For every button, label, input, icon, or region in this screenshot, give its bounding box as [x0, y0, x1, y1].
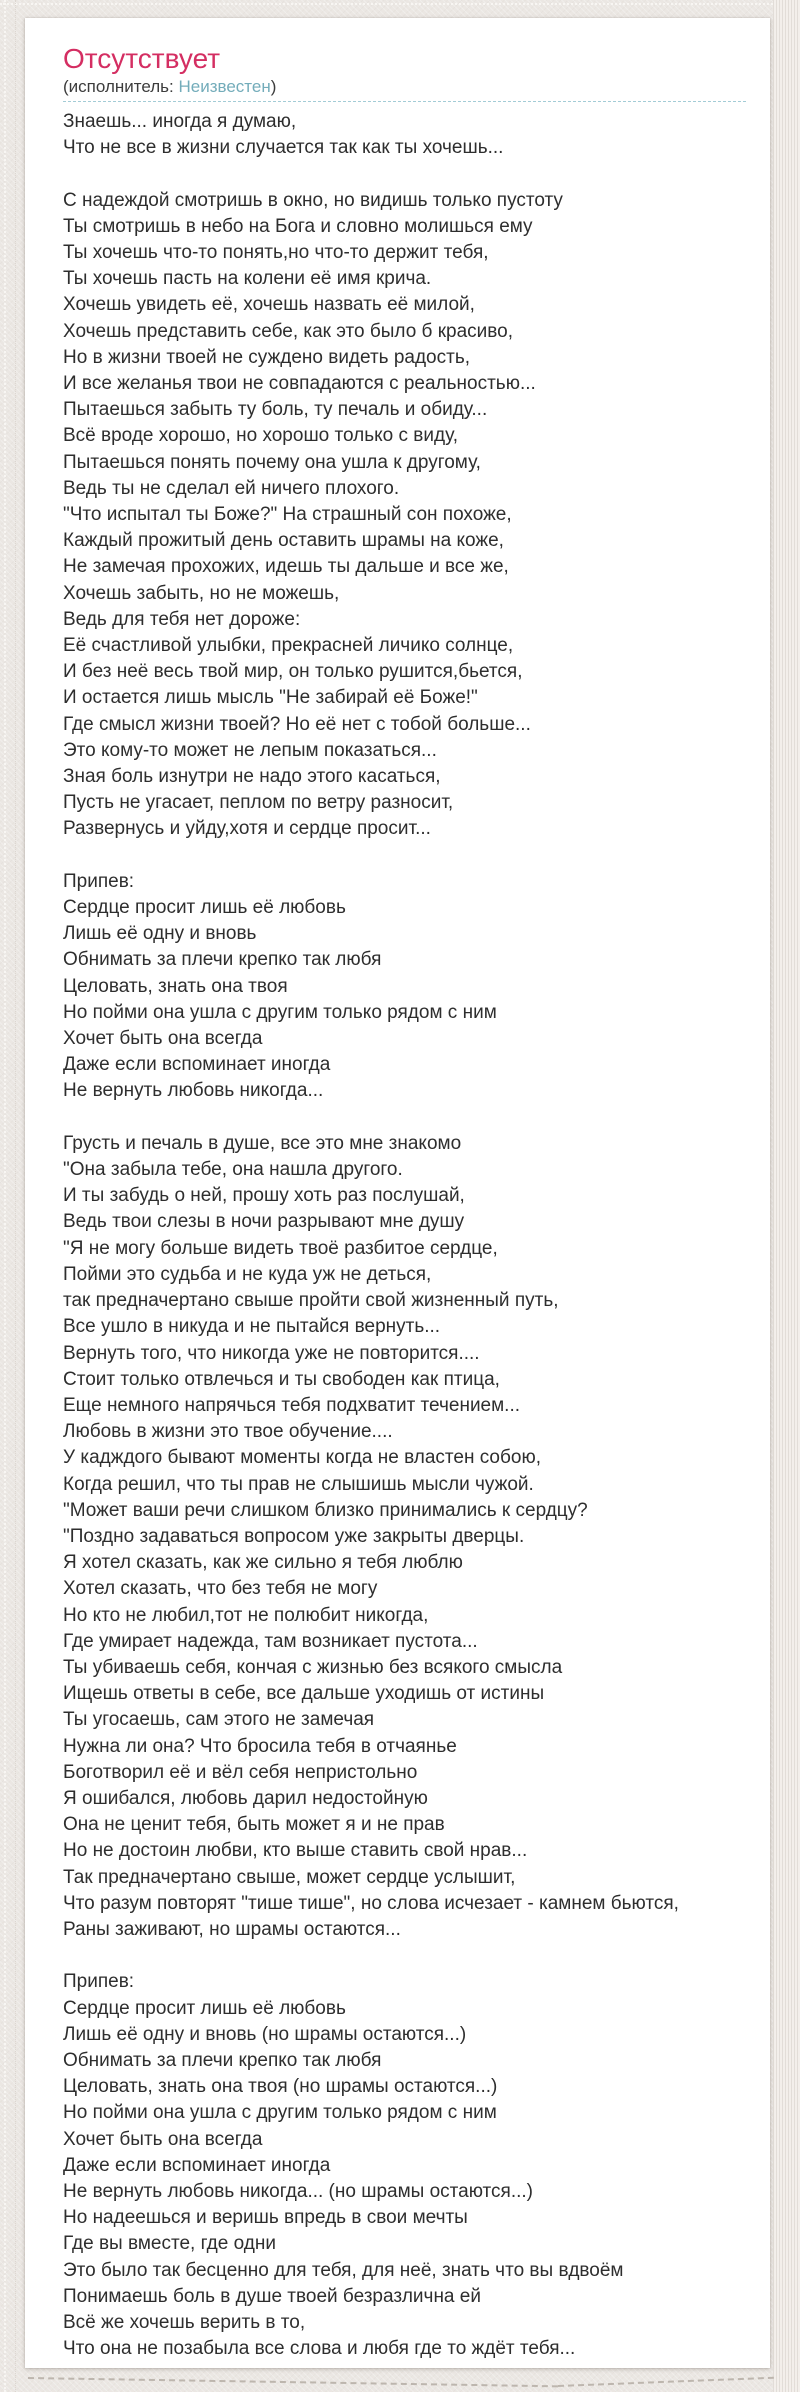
lyric-line: Сердце просит лишь её любовь	[63, 1997, 346, 2019]
artist-suffix: )	[270, 77, 277, 96]
lyric-line: Все ушло в никуда и не пытайся вернуть...	[63, 1316, 441, 1338]
lyric-line: Хотел сказать, что без тебя не могу	[63, 1578, 378, 1600]
lyric-line: Лишь её одну и вновь	[63, 923, 257, 945]
lyric-line: Хочешь увидеть её, хочешь назвать её милой,	[63, 294, 475, 316]
lyric-line: Даже если вспоминает иногда	[63, 2154, 331, 2176]
lyric-line: Всё вроде хорошо, но хорошо только с виду,	[63, 425, 458, 447]
lyric-line: "Что испытал ты Боже?" На страшный сон похоже,	[63, 504, 512, 526]
artist-line	[25, 76, 770, 98]
lyric-line: Припев:	[63, 870, 135, 892]
lyric-line: И ты забудь о ней, прошу хоть раз послушай,	[63, 1185, 465, 1207]
lyric-line: Хочет быть она всегда	[63, 1028, 263, 1050]
lyric-line: Стоит только отвлечься и ты свободен как птица,	[63, 1368, 500, 1390]
lyric-line: Но надеешься и веришь впредь в свои мечты	[63, 2207, 468, 2229]
lyric-line: Всё же хочешь верить в то,	[63, 2312, 306, 2333]
lyric-line: Боготворил её и вёл себя непристольно	[63, 1761, 418, 1783]
lyric-line: Целовать, знать она твоя	[63, 975, 288, 997]
lyric-line: Ты хочешь пасть на колени её имя крича.	[63, 268, 432, 290]
lyric-line: И без неё весь твой мир, он только рушится,бьется,	[63, 661, 523, 683]
left-stitch-decoration	[4, 0, 6, 2392]
lyric-line: Даже если вспоминает иногда	[63, 1054, 331, 1076]
stanza	[63, 1131, 742, 1943]
lyric-line: "Поздно задаваться вопросом уже закрыты дверцы.	[63, 1525, 525, 1547]
lyrics-text	[25, 102, 770, 2362]
lyric-line: Развернусь и уйду,хотя и сердце просит...	[63, 818, 431, 840]
right-paper-edge-decoration	[773, 0, 800, 2392]
lyric-line: И остается лишь мысль "Не забирай её Боже!"	[63, 687, 478, 709]
lyric-line: Где смысл жизни твоей? Но её нет с тобой больше...	[63, 713, 531, 735]
lyric-line: Целовать, знать она твоя (но шрамы остаются...)	[63, 2076, 498, 2098]
lyric-line: "Я не могу больше видеть твоё разбитое сердце,	[63, 1237, 498, 1259]
artist-link[interactable]: Неизвестен	[178, 77, 271, 96]
lyric-line: Еще немного напрячься тебя подхватит течением...	[63, 1394, 521, 1416]
lyric-line: Вернуть того, что никогда уже не повторится....	[63, 1342, 480, 1364]
lyric-line: так предначертано свыше пройти свой жизненный путь,	[63, 1290, 559, 1312]
lyric-line: Ты хочешь что-то понять,но что-то держит тебя,	[63, 242, 489, 263]
stanza	[63, 188, 742, 843]
lyric-line: Не замечая прохожих, идешь ты дальше и все же,	[63, 556, 509, 578]
lyric-line: Пусть не угасает, пеплом по ветру разносит,	[63, 792, 454, 814]
lyric-line: Пытаешься понять почему она ушла к другому,	[63, 451, 481, 473]
lyric-line: Нужна ли она? Что бросила тебя в отчаянье	[63, 1735, 457, 1757]
lyric-line: Лишь её одну и вновь (но шрамы остаются...)	[63, 2023, 467, 2045]
stanza	[63, 1969, 742, 2362]
lyric-line: "Может ваши речи слишком близко принимались к сердцу?	[63, 1499, 588, 1521]
lyric-line: Раны заживают, но шрамы остаются...	[63, 1918, 401, 1940]
lyric-line: Где умирает надежда, там возникает пустота...	[63, 1630, 478, 1652]
lyric-line: Ведь твои слезы в ночи разрывают мне душу	[63, 1211, 465, 1233]
artist-prefix: (исполнитель:	[63, 77, 179, 96]
lyric-line: Ты смотришь в небо на Бога и словно молишься ему	[63, 215, 533, 237]
lyric-line: Она не ценит тебя, быть может я и не прав	[63, 1814, 445, 1836]
lyric-line: Хочешь представить себе, как это было б красиво,	[63, 320, 514, 342]
lyric-line: Но кто не любил,тот не полюбит никогда,	[63, 1604, 429, 1626]
lyric-line: Ищешь ответы в себе, все дальше уходишь от истины	[63, 1683, 545, 1705]
lyric-line: Я ошибался, любовь дарил недостойную	[63, 1787, 428, 1809]
song-title: Отсутствует	[63, 43, 221, 74]
left-stitch-decoration-inner	[15, 0, 16, 2392]
lyric-line: И все желанья твои не совпадаются с реальностью...	[63, 373, 536, 395]
lyric-line: Но пойми она ушла с другим только рядом с ним	[63, 1001, 497, 1023]
lyric-line: Любовь в жизни это твое обучение....	[63, 1421, 393, 1443]
lyric-line: Сердце просит лишь её любовь	[63, 897, 346, 919]
bottom-curl-decoration-left	[28, 2377, 558, 2387]
lyric-line: Каждый прожитый день оставить шрамы на коже,	[63, 530, 504, 552]
lyric-line: Это было так бесценно для тебя, для неё, знать что вы вдвоём	[63, 2259, 624, 2281]
lyric-line: Когда решил, что ты прав не слышишь мысли чужой.	[63, 1473, 534, 1495]
lyric-line: С надеждой смотришь в окно, но видишь только пустоту	[63, 189, 563, 211]
lyric-line: Не вернуть любовь никогда... (но шрамы остаются...)	[63, 2180, 533, 2202]
lyric-line: Что она не позабыла все слова и любя где то ждёт тебя...	[63, 2338, 576, 2360]
lyric-line: Но пойми она ушла с другим только рядом с ним	[63, 2102, 497, 2124]
top-stitch-decoration	[0, 3, 800, 5]
lyrics-card	[25, 18, 770, 2368]
lyric-line: Так предначертано свыше, может сердце услышит,	[63, 1866, 516, 1888]
stanza	[63, 869, 742, 1105]
lyric-line: Где вы вместе, где одни	[63, 2233, 276, 2255]
lyric-line: Пойми это судьба и не куда уж не деться,	[63, 1263, 432, 1285]
lyric-line: У кадждого бывают моменты когда не властен собою,	[63, 1447, 541, 1469]
lyric-line: Хочет быть она всегда	[63, 2128, 263, 2150]
lyric-line: Ведь для тебя нет дороже:	[63, 608, 301, 630]
lyric-line: Не вернуть любовь никогда...	[63, 1080, 324, 1102]
lyric-line: Обнимать за плечи крепко так любя	[63, 949, 382, 971]
bottom-curl-decoration-right	[558, 2377, 774, 2387]
lyric-line: Что не все в жизни случается так как ты хочешь...	[63, 137, 504, 159]
stanza	[63, 109, 742, 161]
lyric-line: Зная боль изнутри не надо этого касаться,	[63, 766, 441, 788]
lyric-line: Ведь ты не сделал ей ничего плохого.	[63, 477, 400, 499]
lyric-line: Пытаешься забыть ту боль, ту печаль и обиду...	[63, 399, 488, 421]
lyric-line: "Она забыла тебе, она нашла другого.	[63, 1159, 403, 1181]
lyric-line: Знаешь... иногда я думаю,	[63, 111, 297, 132]
lyric-line: Грусть и печаль в душе, все это мне знакомо	[63, 1132, 462, 1154]
lyric-line: Ты убиваешь себя, кончая с жизнью без всякого смысла	[63, 1656, 563, 1678]
lyric-line: Ты угосаешь, сам этого не замечая	[63, 1709, 375, 1731]
lyric-line: Обнимать за плечи крепко так любя	[63, 2049, 382, 2071]
lyric-line: Её счастливой улыбки, прекрасней личико солнце,	[63, 635, 514, 657]
lyric-line: Хочешь забыть, но не можешь,	[63, 582, 340, 604]
lyric-line: Понимаешь боль в душе твоей безразлична ей	[63, 2285, 481, 2307]
lyric-line: Что разум повторят "тише тише", но слова исчезает - камнем бьются,	[63, 1892, 679, 1914]
lyric-line: Я хотел сказать, как же сильно я тебя люблю	[63, 1552, 463, 1574]
lyric-line: Припев:	[63, 1971, 135, 1993]
lyric-line: Но в жизни твоей не суждено видеть радость,	[63, 346, 470, 368]
lyric-line: Это кому-то может не лепым показаться...	[63, 739, 437, 761]
lyric-line: Но не достоин любви, кто выше ставить свой нрав...	[63, 1840, 528, 1862]
